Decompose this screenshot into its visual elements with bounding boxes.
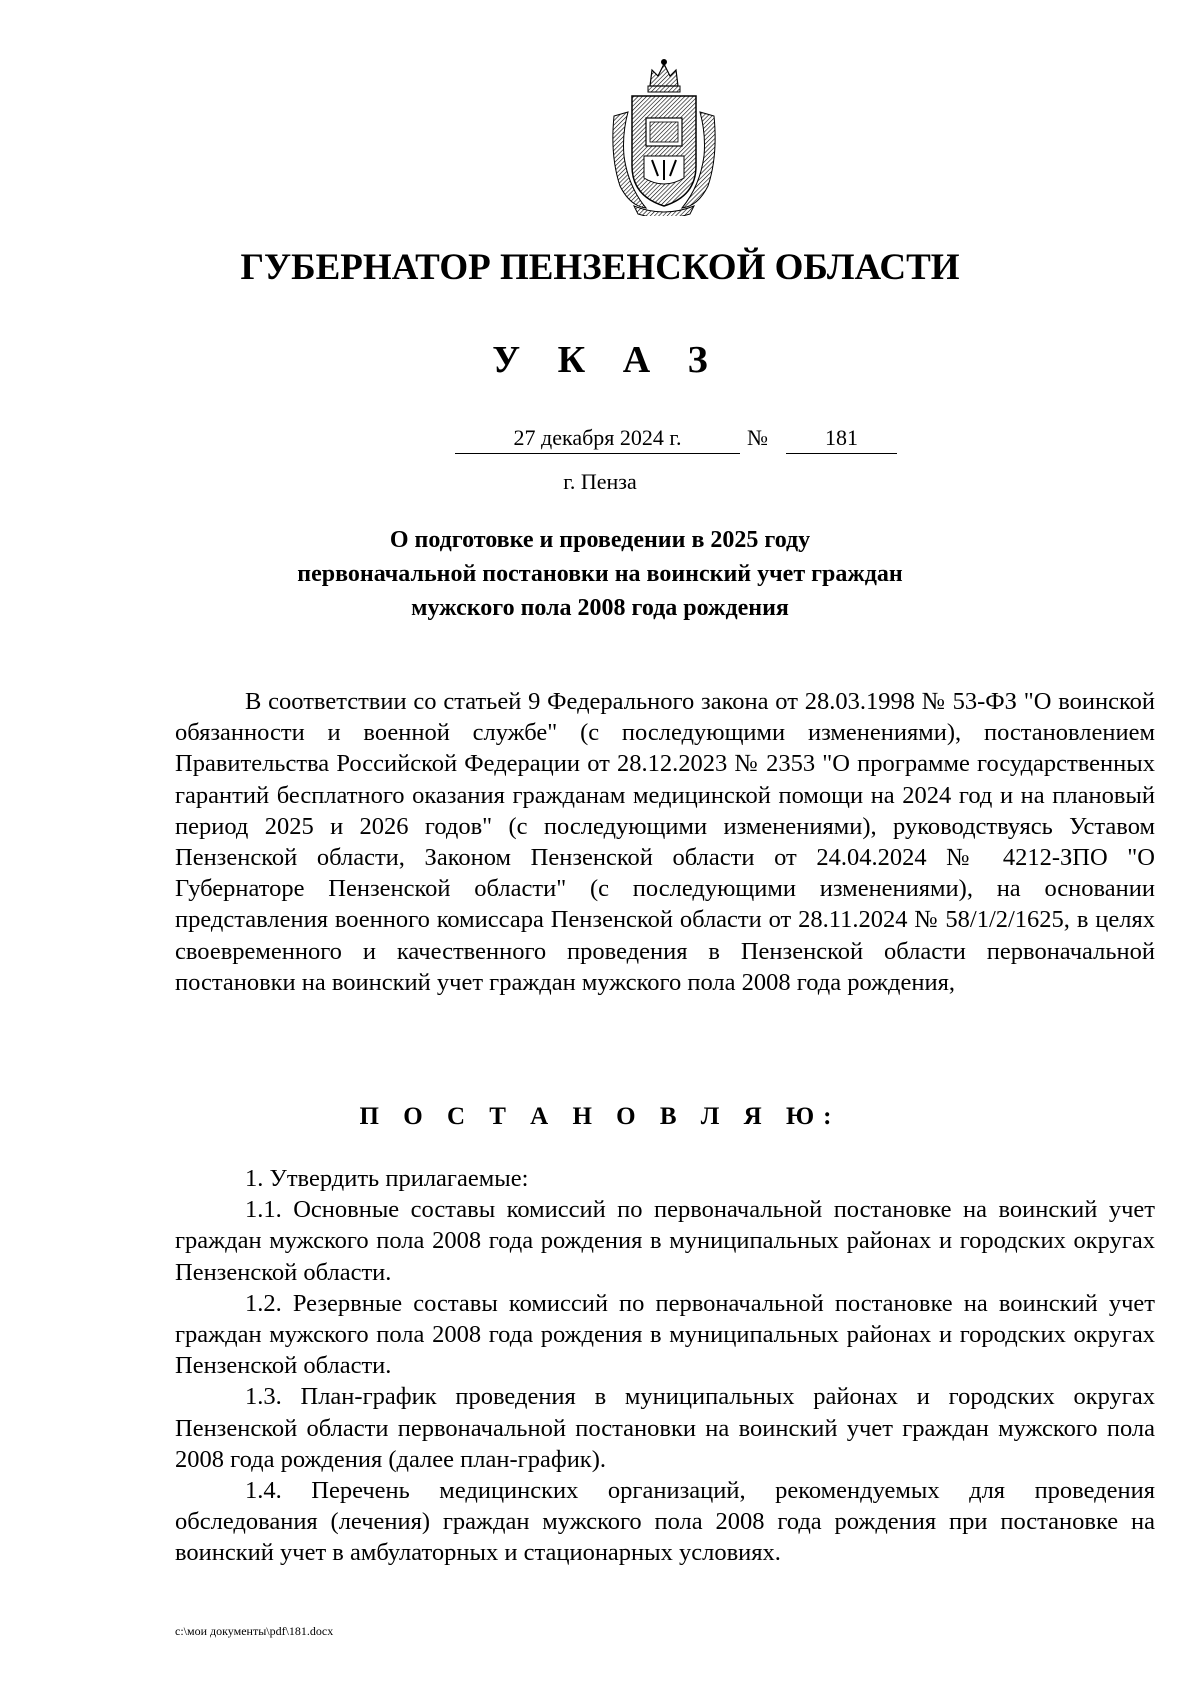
decree-items xyxy=(175,1163,1155,1569)
number-sign: № xyxy=(747,425,768,450)
city-of-issue: г. Пенза xyxy=(563,469,637,494)
decree-item: 1.3. План-график проведения в муниципальных районах и городских округах Пензенской области первоначальной постановки на воинский учет граждан мужского пола 2008 года рождения (далее план-график). xyxy=(175,1383,1155,1473)
decree-item: 1.4. Перечень медицинских организаций, рекомендуемых для проведения обследования (лечения) граждан мужского пола 2008 года рождения при постановке на воинский учет в амбулаторных и стационарных условиях. xyxy=(175,1477,1155,1567)
issuer-title: ГУБЕРНАТОР ПЕНЗЕНСКОЙ ОБЛАСТИ xyxy=(240,247,960,288)
preamble-paragraph: В соответствии со статьей 9 Федерального закона от 28.03.1998 № 53-ФЗ "О воинской обязанности и военной службе" (с последующими изменениями), постановлением Правительства Российской Федерации от 28.12.2023 № 2353 "О программе государственных гарантий бесплатного оказания гражданам медицинской помощи на 2024 год и на плановый период 2025 и 2026 годов" (с последующими изменениями), руководствуясь Уставом Пензенской области, Законом Пензенской области от 24.04.2024 № 4212-ЗПО "О Губернаторе Пензенской области" (с последующими изменениями), на основании представления военного комиссара Пензенской области от 28.11.2024 № 58/1/2/1625, в целях своевременного и качественного проведения в Пензенской области первоначальной постановки на воинский учет граждан мужского пола 2008 года рождения, xyxy=(175,688,1155,996)
file-path-footer: c:\мои документы\pdf\181.docx xyxy=(175,1624,334,1638)
document-number: 181 xyxy=(786,425,897,454)
document-date: 27 декабря 2024 г. xyxy=(455,425,740,454)
subject-line: О подготовке и проведении в 2025 году xyxy=(389,527,811,553)
decree-word: П О С Т А Н О В Л Я Ю: xyxy=(359,1103,841,1130)
coat-of-arms-graphic xyxy=(606,56,722,216)
decree-item: 1. Утвердить прилагаемые: xyxy=(245,1165,529,1192)
penza-region-coat-of-arms-icon xyxy=(606,56,722,216)
subject-line: первоначальной постановки на воинский учет граждан xyxy=(297,561,903,587)
document-type: У К А З xyxy=(492,339,722,381)
subject-line: мужского пола 2008 года рождения xyxy=(411,595,789,621)
decree-item: 1.2. Резервные составы комиссий по первоначальной постановке на воинский учет граждан мужского пола 2008 года рождения в муниципальных районах и городских округах Пензенской области. xyxy=(175,1289,1155,1380)
document-subject xyxy=(250,523,950,625)
decree-item: 1.1. Основные составы комиссий по первоначальной постановке на воинский учет граждан мужского пола 2008 года рождения в муниципальных районах и городских округах Пензенской области. xyxy=(175,1196,1155,1286)
